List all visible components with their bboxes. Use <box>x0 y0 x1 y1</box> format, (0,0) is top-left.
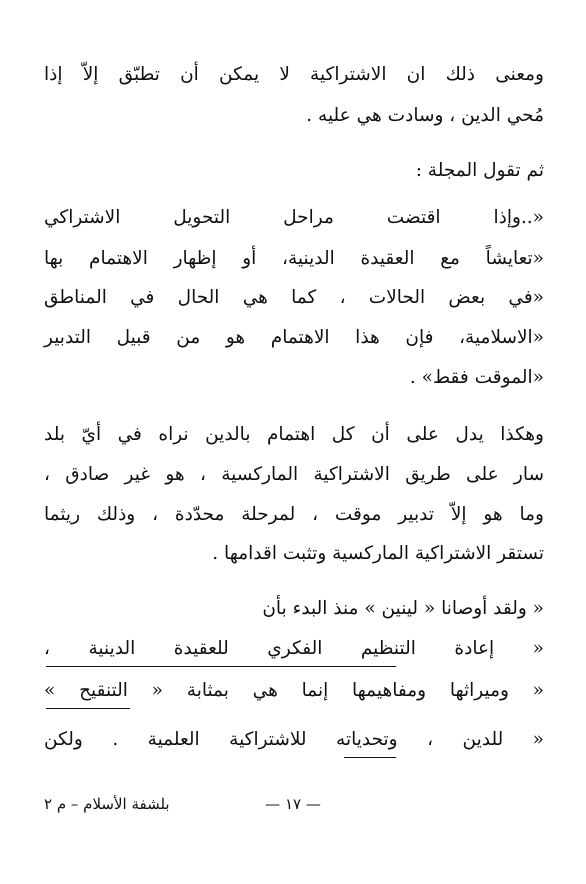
underline-2 <box>46 708 130 709</box>
book-reference: بلشفة الأسلام – م ٢ <box>44 795 170 813</box>
text-line-7: تستقر الاشتراكية الماركسية وتثبت اقدامها . <box>212 543 544 564</box>
text-line-5: سار على طريق الاشتراكية الماركسية ، هو غير صادق ، <box>44 464 544 485</box>
quote-line-4: «الاسلامية، فإن هذا الاهتمام هو من قبيل التدبير <box>44 327 544 348</box>
underline-1 <box>46 666 396 667</box>
text-line-2: مُحي الدين ، وسادت هي عليه . <box>306 105 544 126</box>
page-number: — ١٧ — <box>265 795 321 813</box>
text-line-6: وما هو إلاّ تدبير موقت ، لمرحلة محدّدة ، وذلك ريثما <box>44 504 544 525</box>
quote-lenin-line-4: « للدين ، وتحدياته للاشتراكية العلمية . ولكن <box>44 729 544 750</box>
text-line-1: ومعنى ذلك ان الاشتراكية لا يمكن أن تطبّق إلاّ إذا <box>44 64 544 85</box>
quote-line-1: «..وإذا اقتضت مراحل التحويل الاشتراكي <box>44 207 544 228</box>
underline-3 <box>344 757 396 758</box>
text-line-3: ثم تقول المجلة : <box>415 160 544 181</box>
quote-line-3: «في بعض الحالات ، كما هي الحال في المناطق <box>44 287 544 308</box>
quote-lenin-line-2: « إعادة التنظيم الفكري للعقيدة الدينية ، <box>44 638 544 659</box>
quote-line-2: «تعايشاً مع العقيدة الدينية، أو إظهار الاهتمام بها <box>44 248 544 269</box>
quote-lenin-line-1: « ولقد أوصانا « لينين » منذ البدء بأن <box>262 598 544 619</box>
text-line-4: وهكذا يدل على أن كل اهتمام بالدين نراه في أيّ بلد <box>44 424 544 445</box>
quote-line-5: «الموقت فقط» . <box>409 367 544 388</box>
quote-lenin-line-3: « وميراثها ومفاهيمها إنما هي بمثابة « التنقيح » <box>44 680 544 701</box>
